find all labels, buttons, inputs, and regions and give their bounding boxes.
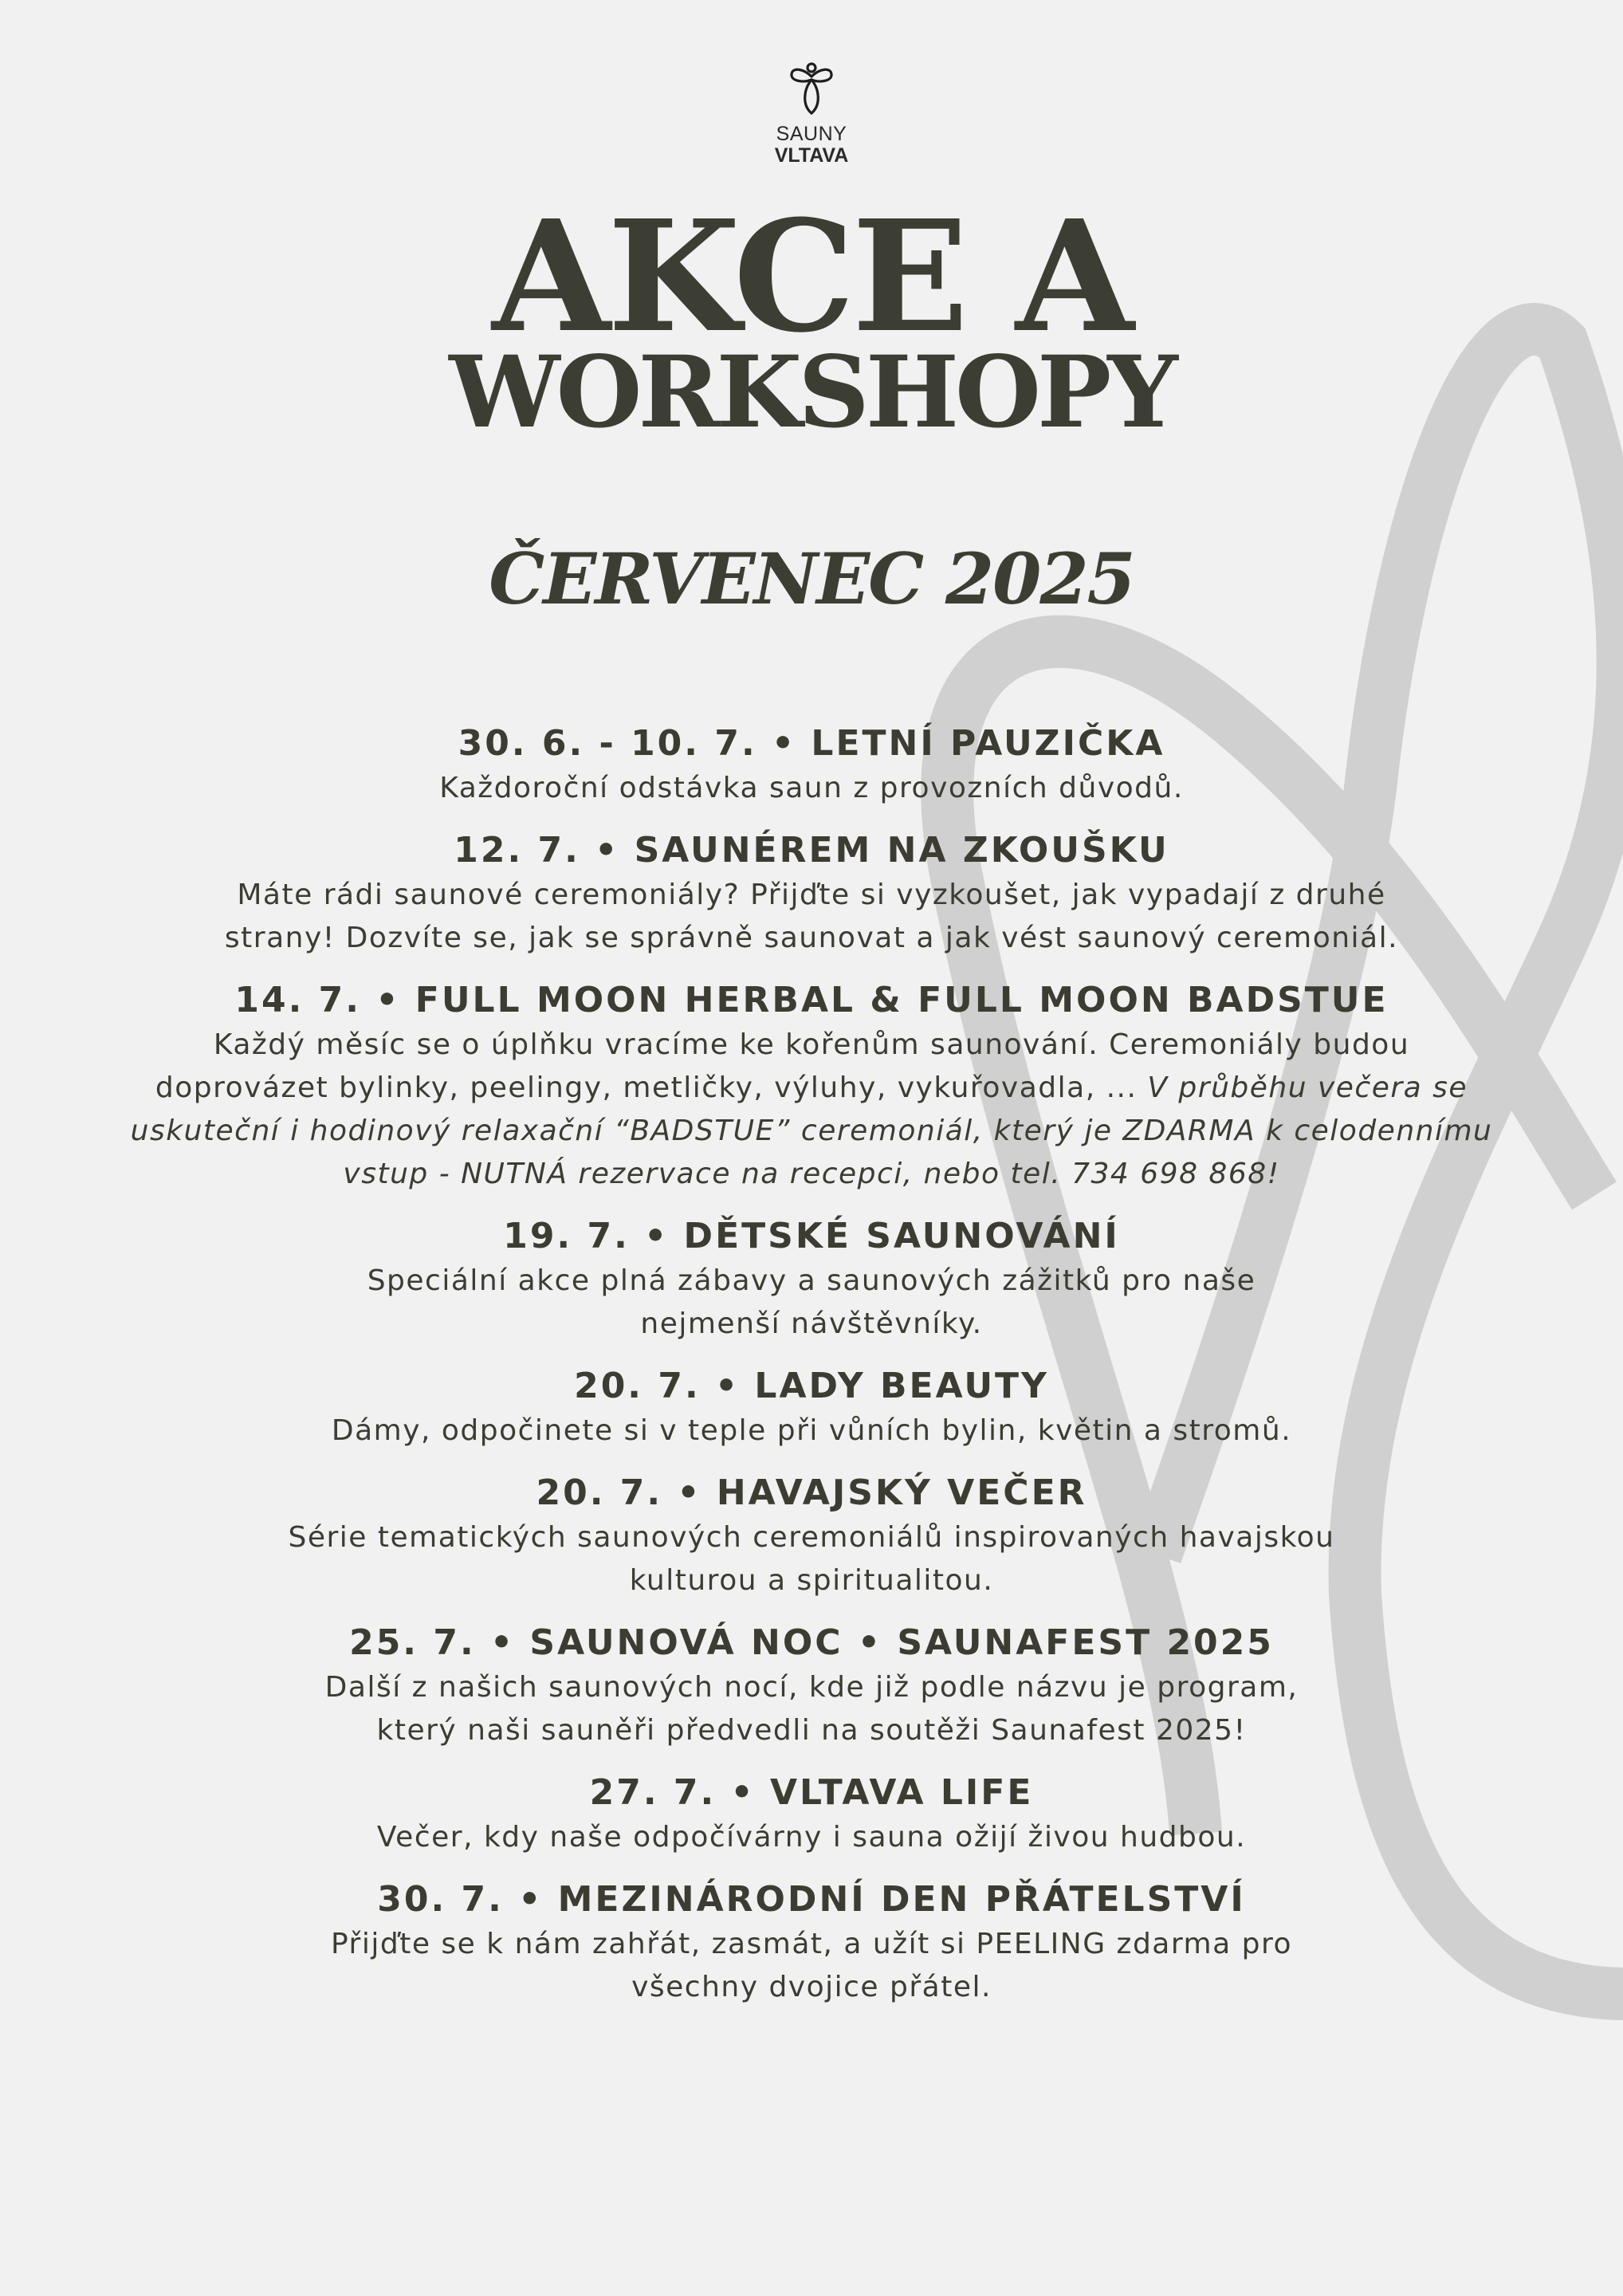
event-description-line: nejmenší návštěvníky. xyxy=(640,1307,983,1340)
event-item xyxy=(120,1770,1503,1859)
event-description-text: doprovázet bylinky, peelingy, metličky, výluhy, vykuřovadla, ... xyxy=(155,1071,1148,1104)
event-description-line: Každý měsíc se o úplňku vracíme ke kořenům saunování. Ceremoniály budou xyxy=(213,1028,1410,1061)
event-title: 25. 7. • SAUNOVÁ NOC • SAUNAFEST 2025 xyxy=(349,1622,1274,1663)
event-item xyxy=(120,721,1503,810)
brand-logo[interactable] xyxy=(772,61,851,166)
event-item xyxy=(120,1470,1503,1602)
event-description-line: strany! Dozvíte se, jak se správně saunovat a jak vést saunový ceremoniál. xyxy=(224,922,1399,954)
event-description xyxy=(120,874,1503,960)
event-title: 12. 7. • SAUNÉREM NA ZKOUŠKU xyxy=(454,830,1169,871)
event-description-line: Přijďte se k nám zahřát, zasmát, a užít si PEELING zdarma pro xyxy=(330,1928,1292,1960)
logo-text-sauny: SAUNY xyxy=(776,123,847,145)
event-item xyxy=(120,1213,1503,1346)
event-list xyxy=(120,721,1503,2027)
flower-figure-icon xyxy=(786,61,837,118)
event-description-line: který naši sauněři předvedli na soutěži Saunafest 2025! xyxy=(376,1714,1247,1747)
page-title-line2: WORKSHOPY xyxy=(449,335,1174,450)
event-description: Každoroční odstávka saun z provozních důvodů. xyxy=(439,772,1184,804)
event-description xyxy=(120,1260,1503,1346)
event-item xyxy=(120,1363,1503,1453)
event-item xyxy=(120,1620,1503,1752)
page-title-line1: AKCE A xyxy=(492,187,1131,367)
event-title: 20. 7. • LADY BEAUTY xyxy=(574,1366,1049,1406)
event-title: 27. 7. • VLTAVA LIFE xyxy=(589,1772,1034,1813)
event-description-italic: V průběhu večera se xyxy=(1147,1071,1468,1104)
event-title: 19. 7. • DĚTSKÉ SAUNOVÁNÍ xyxy=(503,1216,1120,1256)
event-description-line: vstup - NUTNÁ rezervace na recepci, nebo tel. 734 698 868! xyxy=(343,1158,1280,1190)
event-item xyxy=(120,828,1503,960)
event-description-line: Speciální akce plná zábavy a saunových zážitků pro naše xyxy=(367,1264,1256,1297)
event-title: 30. 6. - 10. 7. • LETNÍ PAUZIČKA xyxy=(458,723,1165,764)
event-description-line: Máte rádi saunové ceremoniály? Přijďte si vyzkoušet, jak vypadají z druhé xyxy=(237,879,1386,911)
event-description-line: kulturou a spiritualitou. xyxy=(629,1564,994,1597)
event-description-line xyxy=(120,1067,1503,1110)
event-description: Večer, kdy naše odpočívárny i sauna ožijí živou hudbou. xyxy=(376,1821,1247,1854)
event-description-line: uskuteční i hodinový relaxační “BADSTUE” ceremoniál, který je ZDARMA k celodennímu xyxy=(130,1115,1493,1147)
event-title: 30. 7. • MEZINÁRODNÍ DEN PŘÁTELSTVÍ xyxy=(377,1879,1246,1920)
event-title: 14. 7. • FULL MOON HERBAL & FULL MOON BADSTUE xyxy=(234,980,1389,1020)
event-description-line: všechny dvojice přátel. xyxy=(631,1971,992,2003)
event-description xyxy=(120,1666,1503,1752)
logo-text-vltava: VLTAVA xyxy=(774,144,849,167)
month-heading: ČERVENEC 2025 xyxy=(489,537,1134,620)
event-description xyxy=(120,1516,1503,1602)
event-item xyxy=(120,1877,1503,2009)
event-description-line: Další z našich saunových nocí, kde již podle názvu je program, xyxy=(324,1671,1299,1704)
event-item xyxy=(120,977,1503,1196)
event-description xyxy=(120,1923,1503,2009)
event-description: Dámy, odpočinete si v teple při vůních bylin, květin a stromů. xyxy=(331,1414,1292,1447)
event-description xyxy=(120,1024,1503,1196)
event-description-line: Série tematických saunových ceremoniálů inspirovaných havajskou xyxy=(288,1521,1335,1554)
event-title: 20. 7. • HAVAJSKÝ VEČER xyxy=(536,1472,1087,1513)
